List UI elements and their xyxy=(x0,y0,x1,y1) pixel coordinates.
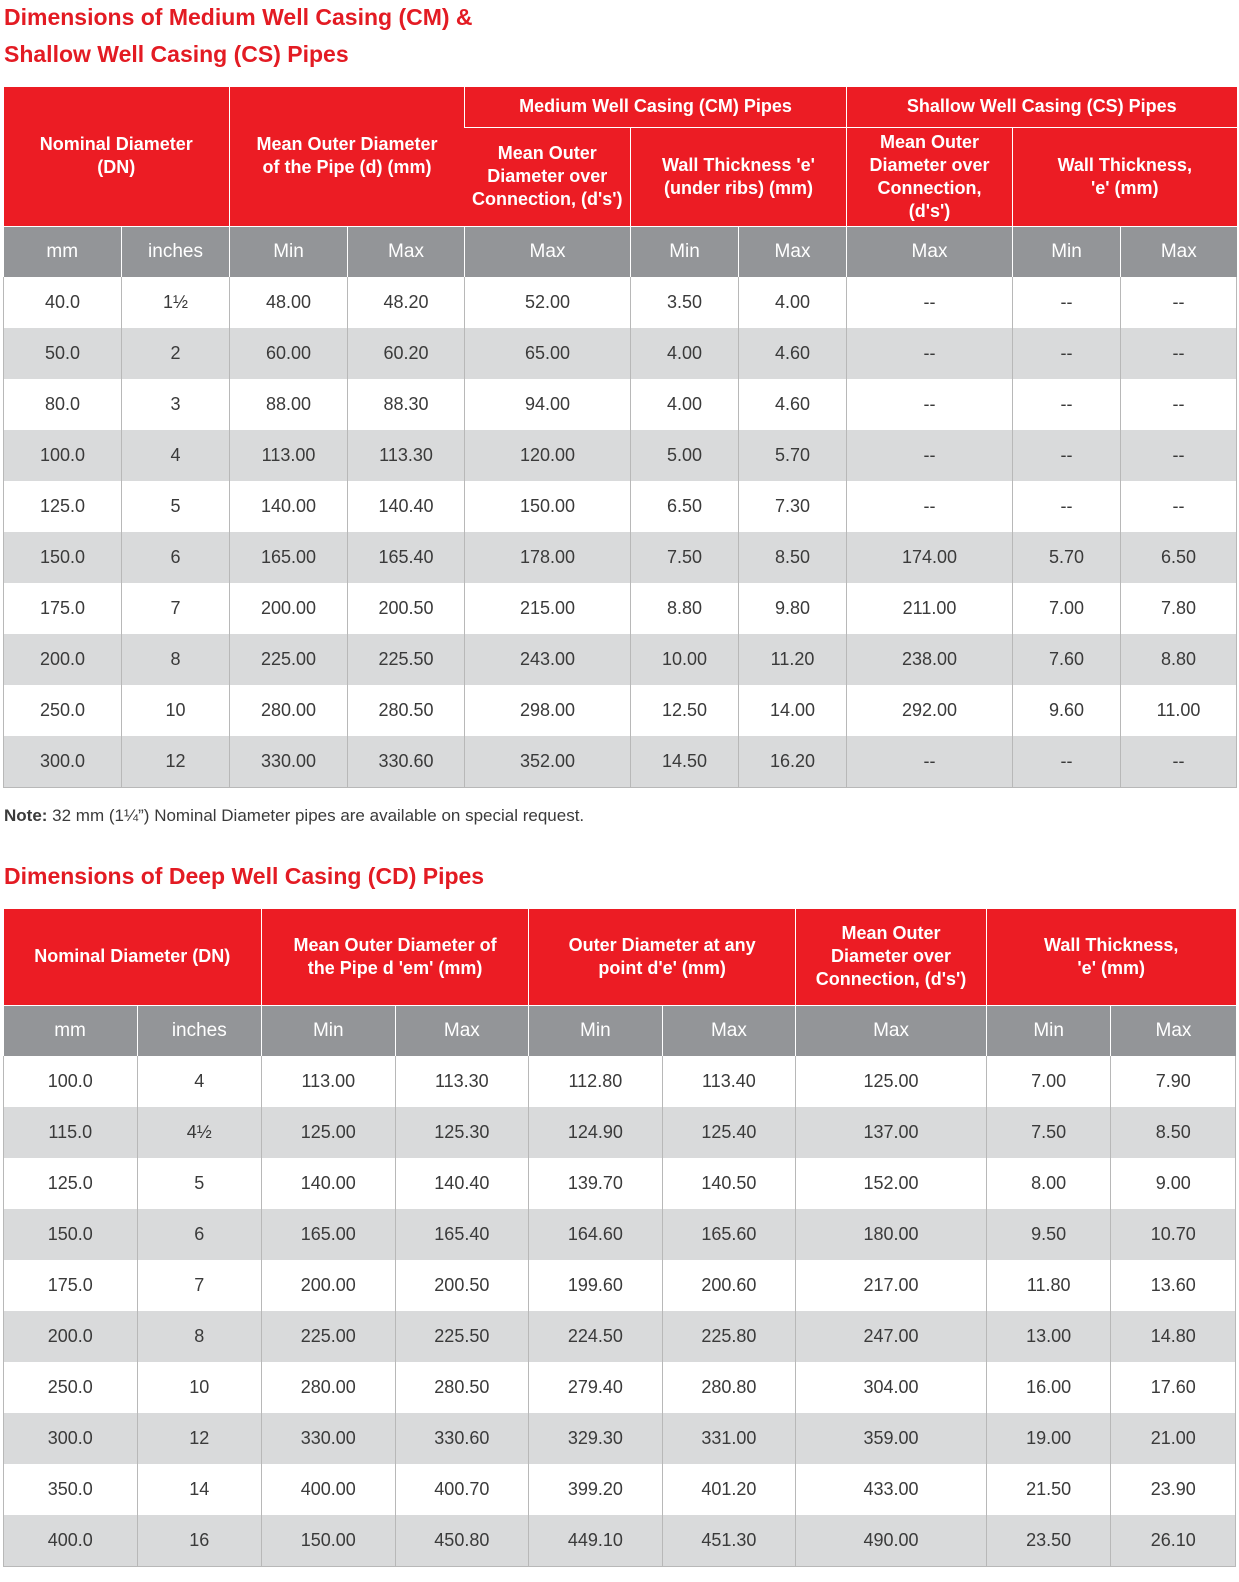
table-cell: -- xyxy=(847,277,1013,328)
table-cell: 225.80 xyxy=(662,1311,796,1362)
table-cell: 21.50 xyxy=(986,1464,1111,1515)
table-cell: -- xyxy=(1121,328,1237,379)
table2-body xyxy=(4,1056,1236,1567)
table-cell: 125.30 xyxy=(395,1107,529,1158)
table-cell: 243.00 xyxy=(465,634,631,685)
table-cell: 6.50 xyxy=(631,481,739,532)
table-cell: 331.00 xyxy=(662,1413,796,1464)
table-row xyxy=(4,1107,1236,1158)
subheader-cell: Max xyxy=(395,1005,529,1056)
table-row xyxy=(4,1311,1236,1362)
table-cell: 139.70 xyxy=(529,1158,663,1209)
table-cell: 14 xyxy=(137,1464,262,1515)
table-cell: 125.00 xyxy=(262,1107,396,1158)
table-cell: -- xyxy=(1121,481,1237,532)
table-cell: 21.00 xyxy=(1111,1413,1236,1464)
table-cell: 88.30 xyxy=(348,379,465,430)
table-cell: 280.50 xyxy=(395,1362,529,1413)
table-cell: 80.0 xyxy=(4,379,122,430)
table-cell: 140.00 xyxy=(262,1158,396,1209)
table-cell: -- xyxy=(847,430,1013,481)
table-cell: 165.00 xyxy=(230,532,348,583)
table-cell: 8.00 xyxy=(986,1158,1111,1209)
table-cell: 19.00 xyxy=(986,1413,1111,1464)
table-cell: 7 xyxy=(122,583,230,634)
table-cell: 7.00 xyxy=(986,1056,1111,1107)
header-mean-outer-diameter-text: Mean Outer Diameter of the Pipe (d) (mm) xyxy=(256,134,438,178)
table-cell: 217.00 xyxy=(796,1260,987,1311)
table-cell: -- xyxy=(1121,430,1237,481)
table-cell: 26.10 xyxy=(1111,1515,1236,1567)
table-cell: 1½ xyxy=(122,277,230,328)
table-cell: 9.50 xyxy=(986,1209,1111,1260)
table-cell: 300.0 xyxy=(4,736,122,788)
subheader-cell: Max xyxy=(1121,226,1237,277)
table-cell: 4½ xyxy=(137,1107,262,1158)
table-cell: 7.30 xyxy=(739,481,847,532)
table-cell: -- xyxy=(847,328,1013,379)
table-cell: 4.00 xyxy=(631,328,739,379)
header-cd-mean-outer-connection-text: Mean Outer Diameter over Connection, (d's') xyxy=(815,923,967,990)
table-cell: 23.50 xyxy=(986,1515,1111,1567)
header-cs-group: Shallow Well Casing (CS) Pipes xyxy=(847,87,1237,127)
table-cell: 48.20 xyxy=(348,277,465,328)
table-row xyxy=(4,1056,1236,1107)
subheader-cell: Max xyxy=(1111,1005,1236,1056)
table-cell: 40.0 xyxy=(4,277,122,328)
table-cell: 113.00 xyxy=(230,430,348,481)
table-cell: 125.00 xyxy=(796,1056,987,1107)
subheader-cell: Min xyxy=(262,1005,396,1056)
table-cell: 280.00 xyxy=(262,1362,396,1413)
header-cd-outer-diameter-any-point xyxy=(529,909,796,1005)
table-cell: 400.70 xyxy=(395,1464,529,1515)
table-cell: 300.0 xyxy=(4,1413,138,1464)
table-cell: 8.80 xyxy=(1121,634,1237,685)
cd-dimensions-table xyxy=(3,909,1236,1567)
table-cell: 330.00 xyxy=(230,736,348,788)
header-nominal-diameter xyxy=(4,87,230,226)
table-cell: -- xyxy=(1121,736,1237,788)
table-cell: 174.00 xyxy=(847,532,1013,583)
table-cell: 7 xyxy=(137,1260,262,1311)
table-row xyxy=(4,1515,1236,1567)
table-cell: 359.00 xyxy=(796,1413,987,1464)
table-cell: 6.50 xyxy=(1121,532,1237,583)
table-row xyxy=(4,379,1237,430)
table-cell: 6 xyxy=(137,1209,262,1260)
table-cell: 7.90 xyxy=(1111,1056,1236,1107)
table-cell: 490.00 xyxy=(796,1515,987,1567)
table-cell: 5 xyxy=(122,481,230,532)
header-cd-wall-thickness xyxy=(986,909,1235,1005)
table-cell: 279.40 xyxy=(529,1362,663,1413)
table-cell: 165.40 xyxy=(395,1209,529,1260)
table-cell: 304.00 xyxy=(796,1362,987,1413)
table-cell: 247.00 xyxy=(796,1311,987,1362)
table1-body xyxy=(4,277,1237,788)
header-cs-mean-outer-connection xyxy=(847,127,1013,226)
header-cm-wall-thickness-text: Wall Thickness 'e' (under ribs) (mm) xyxy=(662,154,815,198)
table-cell: 115.0 xyxy=(4,1107,138,1158)
table-cell: 175.0 xyxy=(4,1260,138,1311)
header-cd-mean-outer-diameter xyxy=(262,909,529,1005)
table-cell: 17.60 xyxy=(1111,1362,1236,1413)
table-row xyxy=(4,1260,1236,1311)
table-cell: 399.20 xyxy=(529,1464,663,1515)
header-mean-outer-diameter xyxy=(230,87,465,226)
table1-title-line2: Shallow Well Casing (CS) Pipes xyxy=(4,41,349,67)
table-cell: 23.90 xyxy=(1111,1464,1236,1515)
table-cell: 125.40 xyxy=(662,1107,796,1158)
table-cell: 6 xyxy=(122,532,230,583)
table-cell: 113.30 xyxy=(348,430,465,481)
table-cell: 225.00 xyxy=(262,1311,396,1362)
table-cell: -- xyxy=(1121,379,1237,430)
subheader-cell: Max xyxy=(796,1005,987,1056)
table-cell: 140.40 xyxy=(348,481,465,532)
table-cell: 225.00 xyxy=(230,634,348,685)
table-cell: 60.20 xyxy=(348,328,465,379)
table-cell: 200.50 xyxy=(348,583,465,634)
table-cell: 451.30 xyxy=(662,1515,796,1567)
table-row xyxy=(4,1209,1236,1260)
table-cell: 9.60 xyxy=(1013,685,1121,736)
table-cell: -- xyxy=(1013,379,1121,430)
table-cell: 100.0 xyxy=(4,430,122,481)
table-cell: 433.00 xyxy=(796,1464,987,1515)
table-cell: 60.00 xyxy=(230,328,348,379)
table-cell: 225.50 xyxy=(348,634,465,685)
table-cell: 280.80 xyxy=(662,1362,796,1413)
table-cell: 200.00 xyxy=(262,1260,396,1311)
table-cell: 211.00 xyxy=(847,583,1013,634)
table-cell: 2 xyxy=(122,328,230,379)
table-cell: 14.50 xyxy=(631,736,739,788)
note-label: Note: xyxy=(4,806,48,825)
table-cell: -- xyxy=(1013,481,1121,532)
table-cell: 329.30 xyxy=(529,1413,663,1464)
subheader-cell: Max xyxy=(739,226,847,277)
note-text: 32 mm (1¼”) Nominal Diameter pipes are available on special request. xyxy=(47,806,585,825)
note xyxy=(4,804,584,828)
table-cell: 10.70 xyxy=(1111,1209,1236,1260)
table-cell: 140.50 xyxy=(662,1158,796,1209)
subheader-cell: Max xyxy=(465,226,631,277)
table-cell: -- xyxy=(1013,430,1121,481)
table-cell: 140.40 xyxy=(395,1158,529,1209)
table-cell: 330.60 xyxy=(348,736,465,788)
table-cell: 165.40 xyxy=(348,532,465,583)
table-cell: 9.00 xyxy=(1111,1158,1236,1209)
table-cell: 48.00 xyxy=(230,277,348,328)
table-cell: -- xyxy=(1013,328,1121,379)
table-cell: 140.00 xyxy=(230,481,348,532)
table-cell: 7.50 xyxy=(631,532,739,583)
table-cell: 5.70 xyxy=(739,430,847,481)
subheader-cell: mm xyxy=(4,1005,138,1056)
table-cell: 200.50 xyxy=(395,1260,529,1311)
table-cell: 5 xyxy=(137,1158,262,1209)
table-cell: 5.00 xyxy=(631,430,739,481)
subheader-cell: Max xyxy=(348,226,465,277)
table-cell: 12 xyxy=(137,1413,262,1464)
table-cell: 3.50 xyxy=(631,277,739,328)
header-cd-mean-outer-connection xyxy=(796,909,987,1005)
header-cd-wall-thickness-text: Wall Thickness, 'e' (mm) xyxy=(1044,934,1179,978)
table-cell: 280.00 xyxy=(230,685,348,736)
table-cell: 250.0 xyxy=(4,1362,138,1413)
table-cell: 137.00 xyxy=(796,1107,987,1158)
table-cell: 165.60 xyxy=(662,1209,796,1260)
header-cd-mean-outer-diameter-text: Mean Outer Diameter of the Pipe d 'em' (mm) xyxy=(293,934,497,978)
table-cell: 7.50 xyxy=(986,1107,1111,1158)
table-cell: 12.50 xyxy=(631,685,739,736)
table-cell: 4 xyxy=(122,430,230,481)
table-cell: 13.00 xyxy=(986,1311,1111,1362)
table-cell: 224.50 xyxy=(529,1311,663,1362)
table-cell: -- xyxy=(847,379,1013,430)
table2-title: Dimensions of Deep Well Casing (CD) Pipes xyxy=(4,863,485,889)
subheader-cell: inches xyxy=(122,226,230,277)
table1-subheader-row xyxy=(4,226,1237,277)
table-cell: 50.0 xyxy=(4,328,122,379)
table-row xyxy=(4,583,1237,634)
subheader-cell: Min xyxy=(986,1005,1111,1056)
table-cell: 200.60 xyxy=(662,1260,796,1311)
header-cm-wall-thickness xyxy=(631,127,847,226)
table-cell: 52.00 xyxy=(465,277,631,328)
table-cell: 8.50 xyxy=(1111,1107,1236,1158)
table-cell: 9.80 xyxy=(739,583,847,634)
subheader-cell: mm xyxy=(4,226,122,277)
table-cell: 330.60 xyxy=(395,1413,529,1464)
table-cell: 113.40 xyxy=(662,1056,796,1107)
table-cell: 449.10 xyxy=(529,1515,663,1567)
table-cell: 199.60 xyxy=(529,1260,663,1311)
header-cd-nominal-diameter: Nominal Diameter (DN) xyxy=(4,909,262,1005)
table-cell: 12 xyxy=(122,736,230,788)
table-cell: 14.00 xyxy=(739,685,847,736)
table-cell: 4.60 xyxy=(739,328,847,379)
table-cell: 113.00 xyxy=(262,1056,396,1107)
table-cell: 3 xyxy=(122,379,230,430)
table-row xyxy=(4,430,1237,481)
table-row xyxy=(4,1362,1236,1413)
table-cell: 292.00 xyxy=(847,685,1013,736)
table-cell: -- xyxy=(1013,277,1121,328)
table-row xyxy=(4,481,1237,532)
table-cell: 400.0 xyxy=(4,1515,138,1567)
table-cell: 4.60 xyxy=(739,379,847,430)
subheader-cell: Min xyxy=(631,226,739,277)
table-row xyxy=(4,277,1237,328)
table-cell: 164.60 xyxy=(529,1209,663,1260)
table-cell: 5.70 xyxy=(1013,532,1121,583)
table-cell: 13.60 xyxy=(1111,1260,1236,1311)
table-cell: 175.0 xyxy=(4,583,122,634)
table-cell: 112.80 xyxy=(529,1056,663,1107)
header-cm-mean-outer-connection xyxy=(465,127,631,226)
table-row xyxy=(4,685,1237,736)
table-cell: 120.00 xyxy=(465,430,631,481)
subheader-cell: Min xyxy=(1013,226,1121,277)
subheader-cell: inches xyxy=(137,1005,262,1056)
table-cell: -- xyxy=(1121,277,1237,328)
table-cell: 113.30 xyxy=(395,1056,529,1107)
table2-subheader-row xyxy=(4,1005,1236,1056)
header-cm-group: Medium Well Casing (CM) Pipes xyxy=(465,87,847,127)
table-cell: 250.0 xyxy=(4,685,122,736)
table-cell: 150.00 xyxy=(465,481,631,532)
table-cell: 150.0 xyxy=(4,532,122,583)
table-cell: 450.80 xyxy=(395,1515,529,1567)
table-row xyxy=(4,1413,1236,1464)
table-cell: 8 xyxy=(122,634,230,685)
table-cell: 7.80 xyxy=(1121,583,1237,634)
subheader-cell: Min xyxy=(529,1005,663,1056)
table-cell: 125.0 xyxy=(4,481,122,532)
subheader-cell: Max xyxy=(662,1005,796,1056)
table-row xyxy=(4,1158,1236,1209)
table-cell: 94.00 xyxy=(465,379,631,430)
cm-cs-dimensions-table xyxy=(3,87,1237,788)
table-cell: 8 xyxy=(137,1311,262,1362)
table-cell: 10 xyxy=(122,685,230,736)
table-cell: -- xyxy=(847,481,1013,532)
table-cell: 7.60 xyxy=(1013,634,1121,685)
table-cell: 150.0 xyxy=(4,1209,138,1260)
table-cell: 14.80 xyxy=(1111,1311,1236,1362)
table-cell: 180.00 xyxy=(796,1209,987,1260)
table-cell: 178.00 xyxy=(465,532,631,583)
table1-title-line1: Dimensions of Medium Well Casing (CM) & xyxy=(4,4,473,30)
subheader-cell: Max xyxy=(847,226,1013,277)
table-cell: 200.0 xyxy=(4,634,122,685)
table-row xyxy=(4,328,1237,379)
subheader-cell: Min xyxy=(230,226,348,277)
table-row xyxy=(4,532,1237,583)
table-cell: 4.00 xyxy=(739,277,847,328)
table-cell: 225.50 xyxy=(395,1311,529,1362)
table-cell: 16.00 xyxy=(986,1362,1111,1413)
table-cell: -- xyxy=(1013,736,1121,788)
table-cell: 7.00 xyxy=(1013,583,1121,634)
table-cell: 100.0 xyxy=(4,1056,138,1107)
table-cell: 125.0 xyxy=(4,1158,138,1209)
header-cs-wall-thickness-text: Wall Thickness, 'e' (mm) xyxy=(1057,154,1192,198)
table-cell: -- xyxy=(847,736,1013,788)
table-cell: 16.20 xyxy=(739,736,847,788)
table-row xyxy=(4,736,1237,788)
table-cell: 400.00 xyxy=(262,1464,396,1515)
header-cs-mean-outer-connection-text: Mean Outer Diameter over Connection, (d's') xyxy=(869,131,990,221)
header-cm-mean-outer-connection-text: Mean Outer Diameter over Connection, (d's') xyxy=(471,143,623,209)
table-cell: 11.80 xyxy=(986,1260,1111,1311)
table-cell: 401.20 xyxy=(662,1464,796,1515)
table-row xyxy=(4,1464,1236,1515)
table-cell: 11.00 xyxy=(1121,685,1237,736)
table-cell: 238.00 xyxy=(847,634,1013,685)
table-cell: 352.00 xyxy=(465,736,631,788)
table-cell: 10 xyxy=(137,1362,262,1413)
table-cell: 330.00 xyxy=(262,1413,396,1464)
table-cell: 4 xyxy=(137,1056,262,1107)
table-cell: 88.00 xyxy=(230,379,348,430)
header-cs-wall-thickness xyxy=(1013,127,1237,226)
table-cell: 350.0 xyxy=(4,1464,138,1515)
table-cell: 11.20 xyxy=(739,634,847,685)
header-nominal-diameter-text: Nominal Diameter (DN) xyxy=(39,134,193,178)
table-cell: 298.00 xyxy=(465,685,631,736)
table-cell: 10.00 xyxy=(631,634,739,685)
table-cell: 65.00 xyxy=(465,328,631,379)
table-cell: 150.00 xyxy=(262,1515,396,1567)
table-cell: 165.00 xyxy=(262,1209,396,1260)
table-cell: 8.50 xyxy=(739,532,847,583)
table-cell: 124.90 xyxy=(529,1107,663,1158)
table-cell: 200.0 xyxy=(4,1311,138,1362)
table-cell: 280.50 xyxy=(348,685,465,736)
table-cell: 215.00 xyxy=(465,583,631,634)
header-cd-outer-diameter-any-point-text: Outer Diameter at any point d'e' (mm) xyxy=(568,934,756,978)
table-cell: 200.00 xyxy=(230,583,348,634)
table-cell: 152.00 xyxy=(796,1158,987,1209)
table-cell: 16 xyxy=(137,1515,262,1567)
table-cell: 8.80 xyxy=(631,583,739,634)
table-cell: 4.00 xyxy=(631,379,739,430)
table-row xyxy=(4,634,1237,685)
